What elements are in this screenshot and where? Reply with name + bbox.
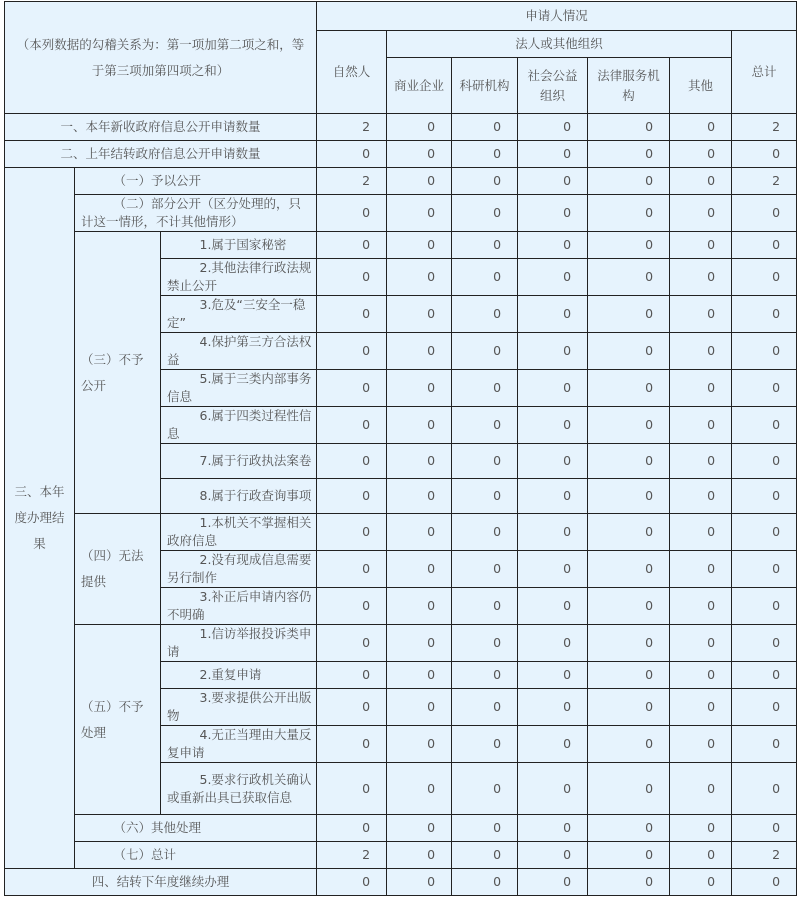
cell-natural-person: 0 (317, 370, 387, 407)
cell-legal-service: 0 (588, 689, 670, 726)
row-label: 8.属于行政查询事项 (161, 479, 317, 514)
cell-other: 0 (670, 444, 732, 479)
cell-business: 0 (387, 232, 452, 259)
cell-legal-service: 0 (588, 763, 670, 815)
cell-business: 0 (387, 842, 452, 869)
cell-total: 0 (732, 296, 797, 333)
gov-info-disclosure-table (4, 1, 797, 896)
cell-business: 0 (387, 625, 452, 662)
cell-total: 0 (732, 514, 797, 551)
cell-other: 0 (670, 141, 732, 168)
cell-research: 0 (452, 114, 518, 141)
row-label: （二）部分公开（区分处理的，只计这一情形，不计其他情形） (75, 195, 317, 232)
cell-natural-person: 0 (317, 333, 387, 370)
cell-public-welfare: 0 (518, 689, 588, 726)
cell-legal-service: 0 (588, 625, 670, 662)
cell-other: 0 (670, 114, 732, 141)
cell-other: 0 (670, 689, 732, 726)
cell-business: 0 (387, 869, 452, 896)
cell-other: 0 (670, 726, 732, 763)
row-label: （一）予以公开 (75, 168, 317, 195)
cell-natural-person: 0 (317, 815, 387, 842)
row-label: 二、上年结转政府信息公开申请数量 (5, 141, 317, 168)
cell-research: 0 (452, 763, 518, 815)
table-row (5, 514, 797, 551)
cell-business: 0 (387, 815, 452, 842)
cell-total: 0 (732, 689, 797, 726)
cell-total: 2 (732, 842, 797, 869)
header-other: 其他 (670, 58, 732, 114)
cell-public-welfare: 0 (518, 588, 588, 625)
cell-research: 0 (452, 726, 518, 763)
cell-research: 0 (452, 479, 518, 514)
header-legal-service: 法律服务机构 (588, 58, 670, 114)
table-row (5, 168, 797, 195)
cell-natural-person: 0 (317, 407, 387, 444)
cell-natural-person: 0 (317, 514, 387, 551)
cell-other: 0 (670, 370, 732, 407)
cell-business: 0 (387, 662, 452, 689)
cell-legal-service: 0 (588, 114, 670, 141)
cell-research: 0 (452, 689, 518, 726)
header-legal-org: 法人或其他组织 (387, 31, 732, 58)
cell-public-welfare: 0 (518, 232, 588, 259)
cell-natural-person: 0 (317, 141, 387, 168)
row-label: 2.没有现成信息需要另行制作 (161, 551, 317, 588)
cell-total: 0 (732, 588, 797, 625)
cell-legal-service: 0 (588, 588, 670, 625)
cell-natural-person: 0 (317, 689, 387, 726)
cell-public-welfare: 0 (518, 195, 588, 232)
group-not-process-label: （五）不予处理 (75, 625, 161, 815)
cell-total: 0 (732, 232, 797, 259)
cell-public-welfare: 0 (518, 444, 588, 479)
cell-other: 0 (670, 333, 732, 370)
cell-total: 0 (732, 763, 797, 815)
row-label: 2.其他法律行政法规禁止公开 (161, 259, 317, 296)
cell-public-welfare: 0 (518, 141, 588, 168)
cell-public-welfare: 0 (518, 370, 588, 407)
cell-other: 0 (670, 168, 732, 195)
cell-legal-service: 0 (588, 444, 670, 479)
group-three-label: 三、本年度办理结果 (5, 168, 75, 869)
row-label: 2.重复申请 (161, 662, 317, 689)
cell-research: 0 (452, 141, 518, 168)
table-row (5, 842, 797, 869)
cell-business: 0 (387, 763, 452, 815)
cell-business: 0 (387, 114, 452, 141)
cell-natural-person: 2 (317, 114, 387, 141)
cell-legal-service: 0 (588, 815, 670, 842)
row-label: 7.属于行政执法案卷 (161, 444, 317, 479)
cell-other: 0 (670, 514, 732, 551)
row-label: 一、本年新收政府信息公开申请数量 (5, 114, 317, 141)
cell-public-welfare: 0 (518, 514, 588, 551)
cell-other: 0 (670, 407, 732, 444)
cell-business: 0 (387, 726, 452, 763)
cell-natural-person: 0 (317, 259, 387, 296)
cell-research: 0 (452, 869, 518, 896)
cell-business: 0 (387, 333, 452, 370)
row-label: （七）总计 (75, 842, 317, 869)
cell-public-welfare: 0 (518, 763, 588, 815)
cell-research: 0 (452, 259, 518, 296)
cell-other: 0 (670, 662, 732, 689)
row-label: 3.要求提供公开出版物 (161, 689, 317, 726)
cell-legal-service: 0 (588, 662, 670, 689)
cell-public-welfare: 0 (518, 726, 588, 763)
cell-legal-service: 0 (588, 551, 670, 588)
cell-total: 0 (732, 141, 797, 168)
row-label: 1.属于国家秘密 (161, 232, 317, 259)
cell-other: 0 (670, 232, 732, 259)
cell-business: 0 (387, 296, 452, 333)
cell-public-welfare: 0 (518, 815, 588, 842)
cell-total: 0 (732, 333, 797, 370)
cell-research: 0 (452, 232, 518, 259)
table-row (5, 195, 797, 232)
row-label: 5.要求行政机关确认或重新出具已获取信息 (161, 763, 317, 815)
cell-public-welfare: 0 (518, 168, 588, 195)
cell-legal-service: 0 (588, 370, 670, 407)
table-row (5, 141, 797, 168)
cell-total: 0 (732, 625, 797, 662)
cell-public-welfare: 0 (518, 407, 588, 444)
cell-public-welfare: 0 (518, 842, 588, 869)
cell-business: 0 (387, 514, 452, 551)
cell-research: 0 (452, 514, 518, 551)
cell-research: 0 (452, 195, 518, 232)
cell-legal-service: 0 (588, 726, 670, 763)
cell-other: 0 (670, 763, 732, 815)
cell-natural-person: 0 (317, 479, 387, 514)
cell-research: 0 (452, 296, 518, 333)
cell-business: 0 (387, 168, 452, 195)
cell-legal-service: 0 (588, 195, 670, 232)
cell-legal-service: 0 (588, 514, 670, 551)
cell-business: 0 (387, 195, 452, 232)
row-label: 1.本机关不掌握相关政府信息 (161, 514, 317, 551)
cell-legal-service: 0 (588, 842, 670, 869)
cell-legal-service: 0 (588, 296, 670, 333)
cell-research: 0 (452, 333, 518, 370)
cell-legal-service: 0 (588, 479, 670, 514)
cell-other: 0 (670, 815, 732, 842)
cell-research: 0 (452, 625, 518, 662)
cell-natural-person: 0 (317, 444, 387, 479)
cell-natural-person: 0 (317, 662, 387, 689)
cell-business: 0 (387, 479, 452, 514)
header-natural-person: 自然人 (317, 31, 387, 114)
cell-business: 0 (387, 588, 452, 625)
cell-total: 0 (732, 726, 797, 763)
row-label: 4.保护第三方合法权益 (161, 333, 317, 370)
cell-total: 0 (732, 195, 797, 232)
header-applicant: 申请人情况 (317, 2, 797, 31)
cell-legal-service: 0 (588, 168, 670, 195)
cell-business: 0 (387, 689, 452, 726)
cell-research: 0 (452, 444, 518, 479)
header-public-welfare: 社会公益组织 (518, 58, 588, 114)
header-business: 商业企业 (387, 58, 452, 114)
cell-public-welfare: 0 (518, 551, 588, 588)
cell-research: 0 (452, 370, 518, 407)
cell-natural-person: 0 (317, 869, 387, 896)
cell-natural-person: 2 (317, 168, 387, 195)
cell-research: 0 (452, 407, 518, 444)
cell-total: 0 (732, 662, 797, 689)
row-label: 6.属于四类过程性信息 (161, 407, 317, 444)
header-research: 科研机构 (452, 58, 518, 114)
cell-total: 0 (732, 869, 797, 896)
cell-public-welfare: 0 (518, 333, 588, 370)
row-label: 4.无正当理由大量反复申请 (161, 726, 317, 763)
cell-natural-person: 0 (317, 726, 387, 763)
cell-total: 0 (732, 444, 797, 479)
cell-business: 0 (387, 407, 452, 444)
cell-public-welfare: 0 (518, 296, 588, 333)
row-label: 3.危及“三安全一稳定” (161, 296, 317, 333)
cell-natural-person: 0 (317, 232, 387, 259)
row-label: 3.补正后申请内容仍不明确 (161, 588, 317, 625)
cell-other: 0 (670, 259, 732, 296)
row-label: 5.属于三类内部事务信息 (161, 370, 317, 407)
cell-total: 0 (732, 407, 797, 444)
cell-natural-person: 0 (317, 625, 387, 662)
cell-business: 0 (387, 370, 452, 407)
row-label: 1.信访举报投诉类申请 (161, 625, 317, 662)
cell-business: 0 (387, 444, 452, 479)
cell-natural-person: 0 (317, 551, 387, 588)
header-note: （本列数据的勾稽关系为：第一项加第二项之和，等于第三项加第四项之和） (5, 2, 317, 114)
cell-other: 0 (670, 588, 732, 625)
cell-other: 0 (670, 842, 732, 869)
table-row (5, 869, 797, 896)
cell-business: 0 (387, 141, 452, 168)
cell-natural-person: 0 (317, 763, 387, 815)
cell-research: 0 (452, 815, 518, 842)
cell-research: 0 (452, 588, 518, 625)
cell-public-welfare: 0 (518, 869, 588, 896)
group-cannot-provide-label: （四）无法提供 (75, 514, 161, 625)
cell-total: 0 (732, 551, 797, 588)
cell-business: 0 (387, 551, 452, 588)
cell-legal-service: 0 (588, 232, 670, 259)
cell-other: 0 (670, 296, 732, 333)
cell-other: 0 (670, 195, 732, 232)
cell-legal-service: 0 (588, 333, 670, 370)
table-row (5, 232, 797, 259)
cell-research: 0 (452, 662, 518, 689)
cell-total: 0 (732, 815, 797, 842)
cell-public-welfare: 0 (518, 259, 588, 296)
table-row (5, 114, 797, 141)
header-total: 总计 (732, 31, 797, 114)
cell-research: 0 (452, 842, 518, 869)
cell-legal-service: 0 (588, 407, 670, 444)
row-label: 四、结转下年度继续办理 (5, 869, 317, 896)
cell-legal-service: 0 (588, 869, 670, 896)
cell-natural-person: 0 (317, 296, 387, 333)
cell-research: 0 (452, 551, 518, 588)
cell-natural-person: 0 (317, 588, 387, 625)
cell-legal-service: 0 (588, 259, 670, 296)
cell-natural-person: 0 (317, 195, 387, 232)
cell-business: 0 (387, 259, 452, 296)
cell-public-welfare: 0 (518, 662, 588, 689)
cell-other: 0 (670, 869, 732, 896)
cell-total: 0 (732, 479, 797, 514)
cell-natural-person: 2 (317, 842, 387, 869)
table-row (5, 815, 797, 842)
cell-total: 2 (732, 114, 797, 141)
cell-legal-service: 0 (588, 141, 670, 168)
row-label: （六）其他处理 (75, 815, 317, 842)
cell-other: 0 (670, 625, 732, 662)
cell-total: 0 (732, 259, 797, 296)
cell-public-welfare: 0 (518, 625, 588, 662)
cell-other: 0 (670, 479, 732, 514)
cell-public-welfare: 0 (518, 114, 588, 141)
table-row (5, 625, 797, 662)
cell-total: 2 (732, 168, 797, 195)
cell-public-welfare: 0 (518, 479, 588, 514)
cell-total: 0 (732, 370, 797, 407)
group-not-open-label: （三）不予公开 (75, 232, 161, 514)
cell-research: 0 (452, 168, 518, 195)
cell-other: 0 (670, 551, 732, 588)
